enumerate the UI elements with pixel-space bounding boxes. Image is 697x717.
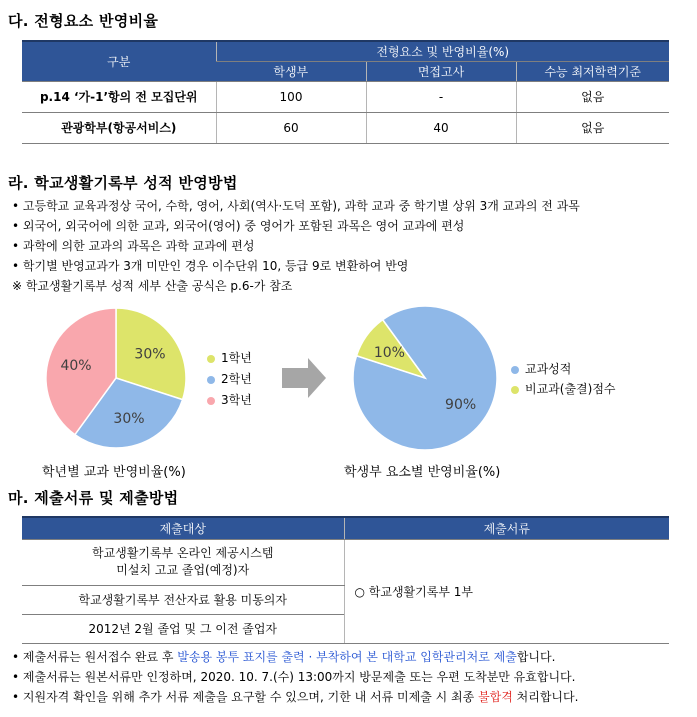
target-line: 미설치 고교 졸업(예정)자 bbox=[116, 563, 250, 577]
legend-item bbox=[511, 380, 616, 397]
cell-interview: - bbox=[366, 81, 516, 112]
note-text: 합니다. bbox=[516, 650, 556, 664]
note: ※ 학교생활기록부 성적 세부 산출 공식은 p.6-가 참조 bbox=[12, 279, 293, 293]
submission-note-2: • 제출서류는 원본서류만 인정하며, 2020. 10. 7.(수) 13:00까지 방문제출 또는 우편 도착분만 유효합니다. bbox=[12, 670, 576, 684]
col-docs: 제출서류 bbox=[344, 517, 669, 539]
note-highlight: 발송용 봉투 표지를 출력 · 부착하여 본 대학교 입학관리처로 제출 bbox=[177, 650, 517, 664]
section-da-title: 다. 전형요소 반영비율 bbox=[8, 12, 159, 30]
col-gubun: 구분 bbox=[22, 41, 216, 81]
chart-title-grade: 학년별 교과 반영비율(%) bbox=[42, 465, 186, 480]
legend-item bbox=[207, 391, 252, 408]
section-ma-title: 마. 제출서류 및 제출방법 bbox=[8, 489, 179, 507]
slice-label: 30% bbox=[134, 346, 166, 363]
legend-swatch bbox=[511, 386, 519, 394]
row-label: 관광학부(항공서비스) bbox=[22, 112, 216, 143]
target-cell bbox=[22, 539, 344, 585]
slice-label: 40% bbox=[60, 358, 92, 375]
bullet-1: • 고등학교 교육과정상 국어, 수학, 영어, 사회(역사·도덕 포함), 과학 교과 중 학기별 상위 3개 교과의 전 과목 bbox=[12, 199, 580, 213]
col-group: 전형요소 및 반영비율(%) bbox=[216, 41, 669, 61]
row-label: p.14 ‘가-1’항의 전 모집단위 bbox=[22, 81, 216, 112]
cell-interview: 40 bbox=[366, 112, 516, 143]
note-highlight: 불합격 bbox=[478, 690, 513, 704]
note-text: 처리합니다. bbox=[512, 690, 579, 704]
col-interview: 면접고사 bbox=[366, 61, 516, 81]
legend-item bbox=[207, 349, 252, 366]
bullet-4: • 학기별 반영교과가 3개 미만인 경우 이수단위 10, 등급 9로 변환하여 반영 bbox=[12, 259, 409, 273]
section-ra-title: 라. 학교생활기록부 성적 반영방법 bbox=[8, 174, 238, 192]
pie-chart-grade bbox=[46, 308, 186, 448]
cell-student: 60 bbox=[216, 112, 366, 143]
target-cell: 2012년 2월 졸업 및 그 이전 졸업자 bbox=[22, 614, 344, 643]
table-row bbox=[22, 112, 669, 143]
note-text: • 지원자격 확인을 위해 추가 서류 제출을 요구할 수 있으며, 기한 내 서류 미제출 시 최종 bbox=[12, 690, 479, 704]
note-text: • 제출서류는 원서접수 완료 후 bbox=[12, 650, 178, 664]
submission-note-3 bbox=[12, 688, 578, 705]
legend-label: 3학년 bbox=[221, 393, 252, 407]
target-cell: 학교생활기록부 전산자료 활용 미동의자 bbox=[22, 585, 344, 614]
submission-table bbox=[22, 516, 669, 644]
cell-suneung: 없음 bbox=[516, 112, 669, 143]
table-row bbox=[22, 539, 669, 585]
slice-label: 90% bbox=[445, 396, 477, 413]
slice-label: 30% bbox=[113, 410, 145, 427]
cell-student: 100 bbox=[216, 81, 366, 112]
legend-item bbox=[511, 360, 571, 377]
target-line: 학교생활기록부 온라인 제공시스템 bbox=[91, 546, 274, 560]
legend-label: 1학년 bbox=[221, 351, 252, 365]
chart-title-element: 학생부 요소별 반영비율(%) bbox=[344, 465, 501, 480]
legend-label: 교과성적 bbox=[525, 362, 572, 376]
legend-label: 비교과(출결)점수 bbox=[525, 382, 616, 396]
table-row bbox=[22, 81, 669, 112]
doc-cell: ○ 학교생활기록부 1부 bbox=[344, 539, 669, 643]
cell-suneung: 없음 bbox=[516, 81, 669, 112]
legend-label: 2학년 bbox=[221, 372, 252, 386]
col-target: 제출대상 bbox=[22, 517, 344, 539]
arrow-icon bbox=[282, 358, 326, 398]
slice-label: 10% bbox=[373, 345, 405, 362]
col-student: 학생부 bbox=[216, 61, 366, 81]
bullet-2: • 외국어, 외국어에 의한 교과, 외국어(영어) 중 영어가 포함된 과목은 영어 교과에 편성 bbox=[12, 219, 465, 233]
legend-swatch bbox=[207, 355, 215, 363]
legend-swatch bbox=[511, 366, 519, 374]
bullet-3: • 과학에 의한 교과의 과목은 과학 교과에 편성 bbox=[12, 239, 255, 253]
legend-swatch bbox=[207, 397, 215, 405]
pie-chart-element bbox=[353, 306, 497, 450]
col-suneung: 수능 최저학력기준 bbox=[516, 61, 669, 81]
submission-note-1 bbox=[12, 648, 555, 665]
legend-item bbox=[207, 370, 252, 387]
legend-swatch bbox=[207, 376, 215, 384]
ratio-table bbox=[22, 40, 669, 144]
